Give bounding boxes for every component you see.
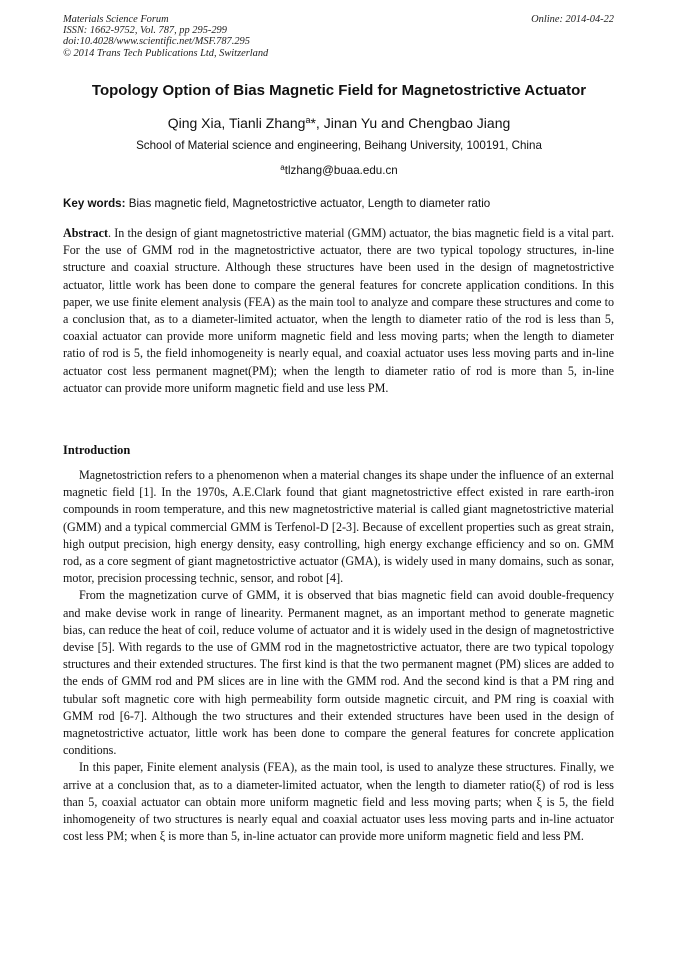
author-email xyxy=(40,163,638,178)
intro-paragraph: In this paper, Finite element analysis (FEA), as the main tool, is used to analyze these structures. Finally, we arrive at a conclusion that, as to a diameter-limited actuator, when the length to diameter ratio(ξ) of rod is less than 5, coaxial actuator can obtain more uniform magnetic field and less moving parts; when ξ is 5, the field inhomogeneity of two structures is nearly equal and coaxial actuator uses less moving parts and in-line actuator cost less PM; when ξ is more than 5, in-line actuator can provide more uniform magnetic field and less PM. xyxy=(63,760,614,844)
journal-name: Materials Science Forum xyxy=(63,14,169,25)
authors-after: *, Jinan Yu and Chengbao Jiang xyxy=(310,115,511,131)
keywords-label: Key words: xyxy=(63,197,126,210)
abstract xyxy=(63,225,614,397)
introduction-heading: Introduction xyxy=(63,443,131,457)
intro-paragraph: From the magnetization curve of GMM, it is observed that bias magnetic field can avoid double-frequency and make devise work in range of linearity. Permanent magnet, as an important method to generate magnetic bias, can reduce the heat of coil, reduce volume of actuator and it is widely used in the design of magnetostrictive devise [5]. With regards to the use of GMM rod in the magnetostrictive actuator, there are two typical topology structures and their extended structures. The first kind is that the two permanent magnet (PM) slices are added to the ends of GMM rod and PM slices are in line with the GMM rod. And the second kind is that a PM ring and tubular soft magnetic core with high permeability form outside magnetic circuit, and PM ring is coaxial with GMM rod [6-7]. Although the two structures and their extended structures have been used in the design of magnetostrictive actuator, little work has been done to compare the general features for concrete application conditions. xyxy=(63,588,614,758)
affiliation: School of Material science and engineering, Beihang University, 100191, China xyxy=(136,139,542,152)
email-affil-mark: a xyxy=(280,163,285,172)
issn-line: ISSN: 1662-9752, Vol. 787, pp 295-299 xyxy=(63,25,227,37)
author-list xyxy=(40,114,638,132)
abstract-label: Abstract xyxy=(63,226,109,240)
doi-line: doi:10.4028/www.scientific.net/MSF.787.295 xyxy=(63,36,250,48)
author-affil-mark: a xyxy=(305,115,311,125)
authors-before: Qing Xia, Tianli Zhang xyxy=(167,115,306,131)
introduction-body xyxy=(63,467,614,845)
paper-title: Topology Option of Bias Magnetic Field for Magnetostrictive Actuator xyxy=(91,82,587,99)
email-address: tlzhang@buaa.edu.cn xyxy=(284,164,398,177)
keywords xyxy=(63,196,614,211)
abstract-text: . In the design of giant magnetostrictive material (GMM) actuator, the bias magnetic field is a vital part. For the use of GMM rod in the magnetostrictive actuator, there are two typical topology structures, in-line structure and coaxial structure. Although these structures have been used in the design of magnetostrictive actuator, little work has been done to compare the general features for concrete application conditions. In this paper, we use finite element analysis (FEA) as the main tool to analyze and compare these structures and come to a conclusion that, as to a diameter-limited actuator, when the length to diameter ratio of the rod is less than 5, coaxial actuator can provide more uniform magnetic field and less moving parts; when the length to diameter ratio of rod is 5, the field inhomogeneity is nearly equal, and coaxial actuator uses less moving parts and in-line actuator cost less permanent magnet(PM); when the length to diameter ratio of rod is more than 5, in-line actuator can provide more uniform magnetic field and use less PM. xyxy=(63,226,614,395)
journal-header xyxy=(63,14,268,59)
intro-paragraph: Magnetostriction refers to a phenomenon when a material changes its shape under the influence of an external magnetic field [1]. In the 1970s, A.E.Clark found that giant magnetostrictive effect existed in rare earth-iron compounds in room temperature, and this new magnetostrictive material is called giant magnetostrictive material (GMM) and a typical commercial GMM is Terfenol-D [2-3]. Because of excellent properties such as great strain, high output precision, high energy density, easy controlling, high energy exchange efficiency and so on. GMM rod, as a core segment of giant magnetostrictive actuator (GMA), is widely used in many domains, such as sonar, motor, precision processing technic, sensor, and robot [4]. xyxy=(63,468,614,586)
keywords-text: Bias magnetic field, Magnetostrictive actuator, Length to diameter ratio xyxy=(125,197,491,210)
copyright-line: © 2014 Trans Tech Publications Ltd, Switzerland xyxy=(63,47,269,59)
online-date: Online: 2014-04-22 xyxy=(531,14,614,25)
